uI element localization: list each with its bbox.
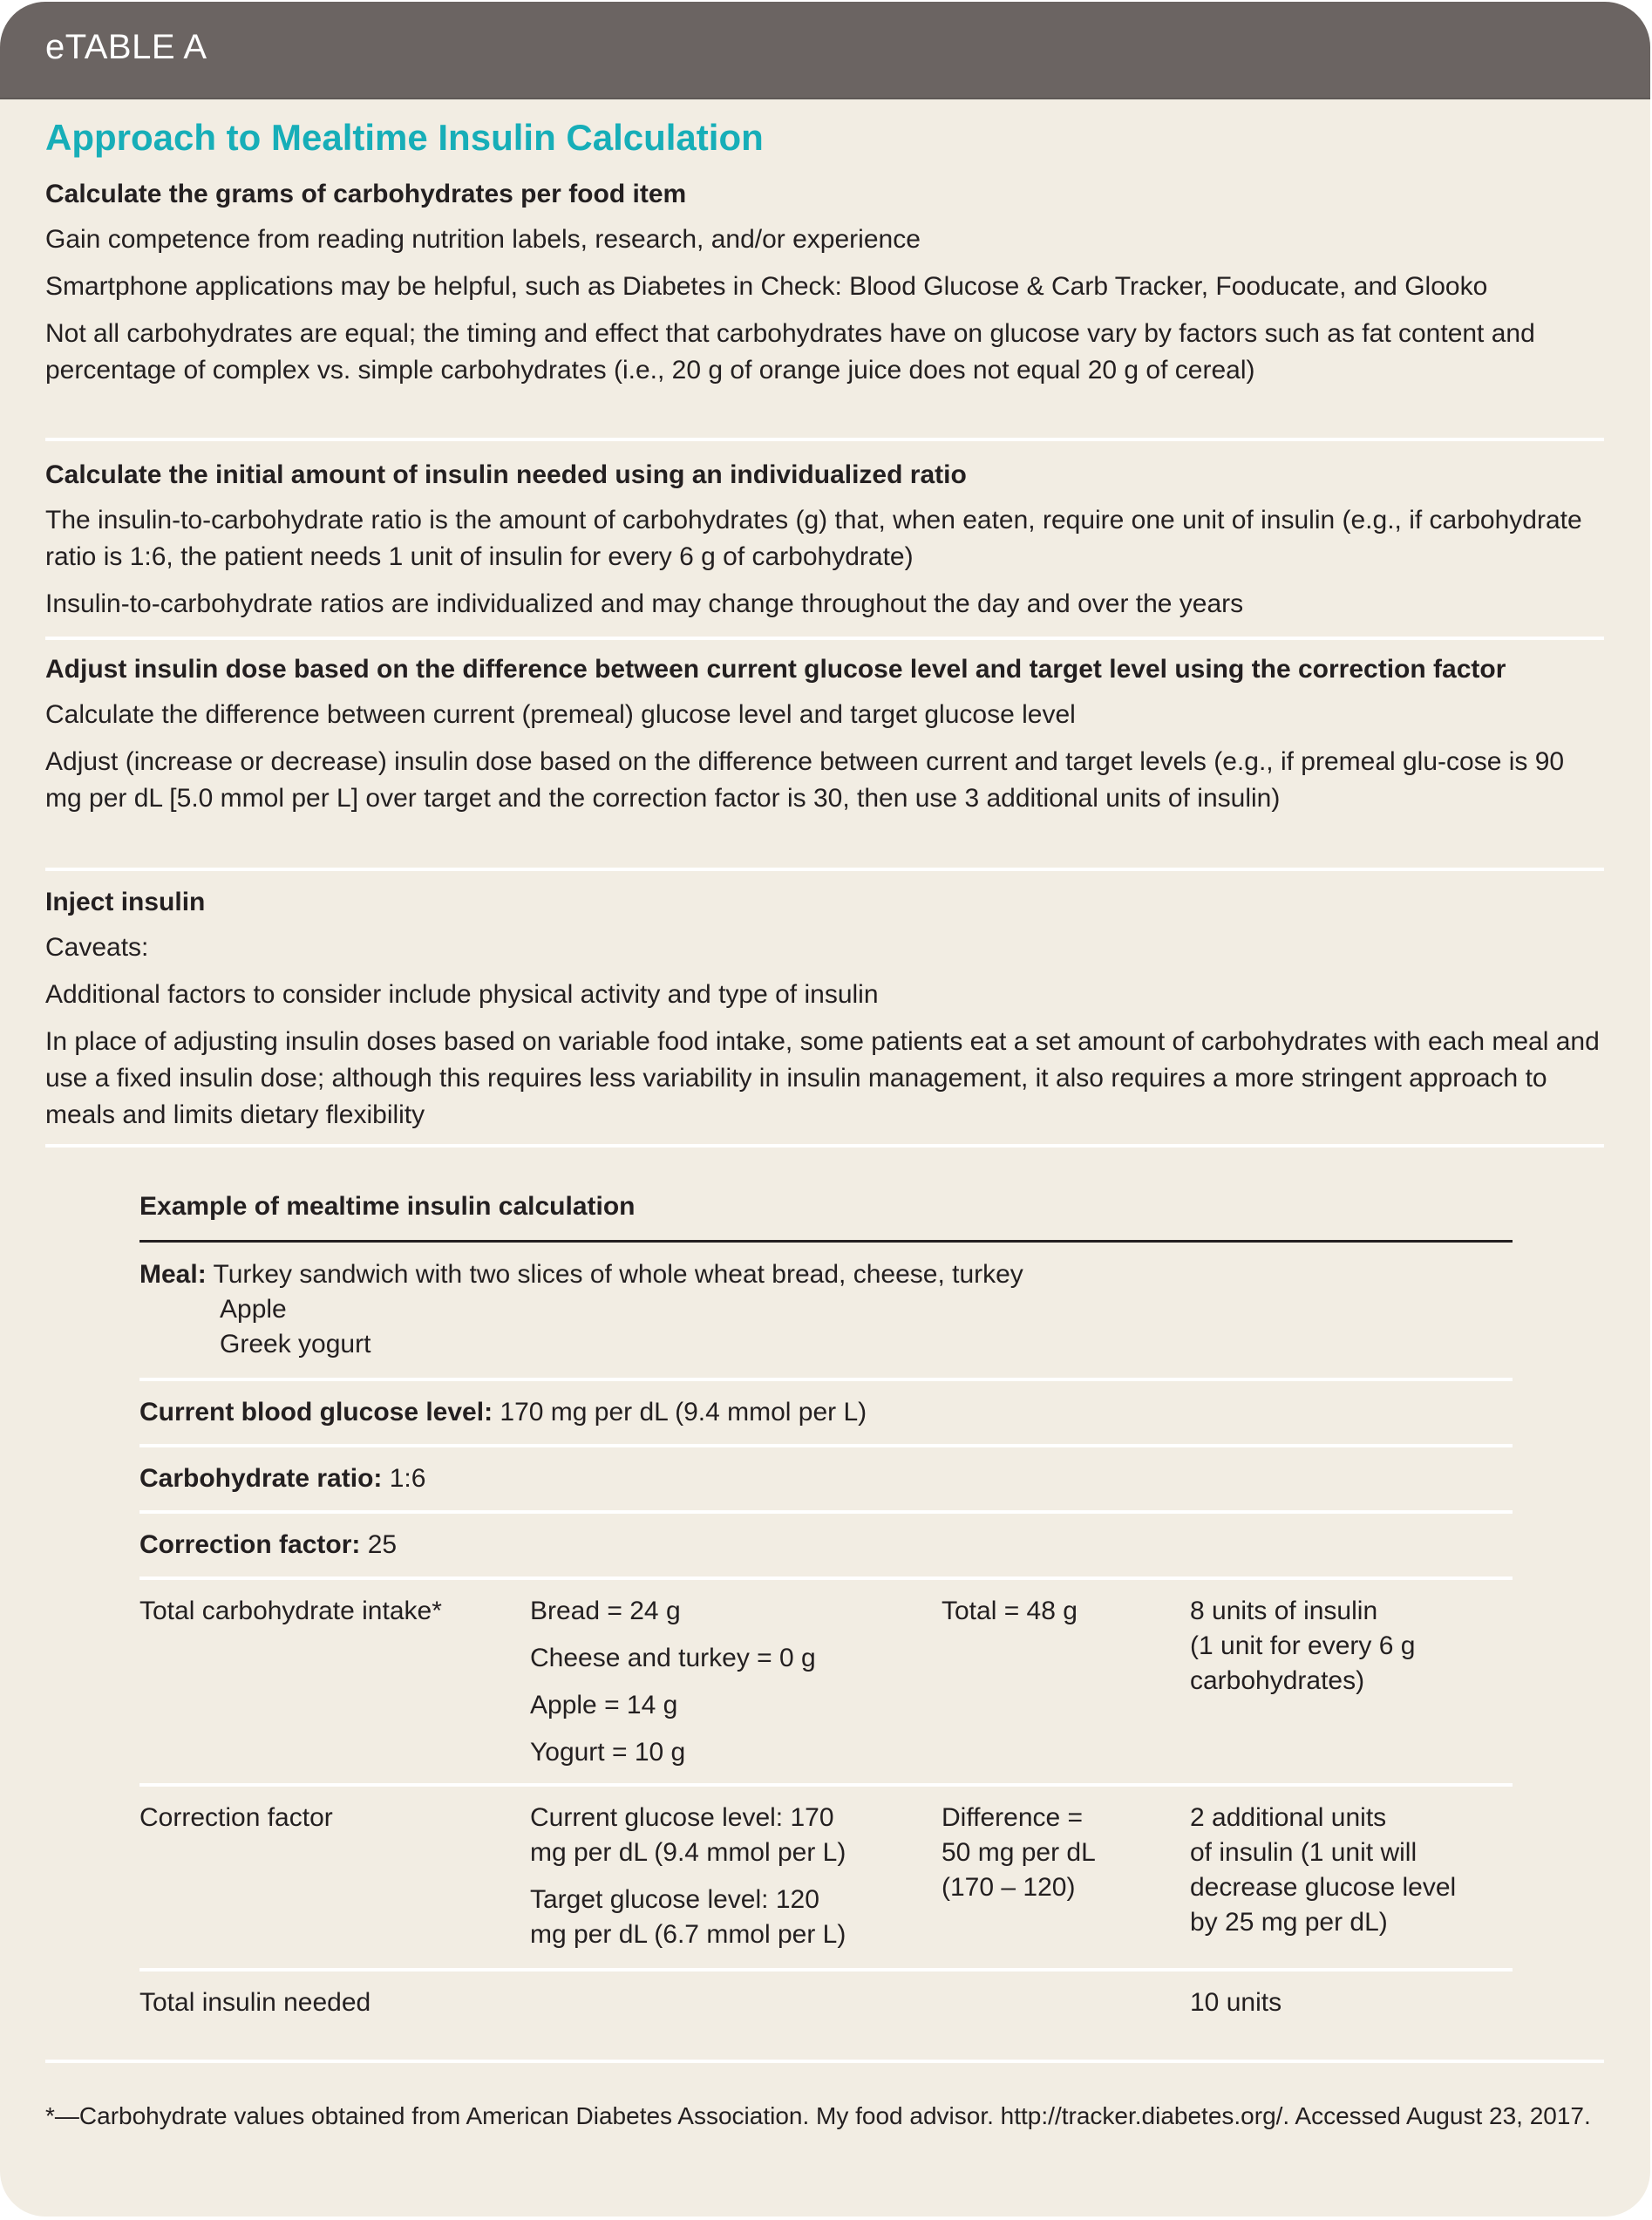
section-paragraph: Gain competence from reading nutrition labels, research, and/or experience (45, 225, 921, 254)
carb-total: Total = 48 g (942, 1597, 1078, 1625)
divider (139, 1783, 1513, 1787)
divider (45, 438, 1604, 441)
divider (139, 1444, 1513, 1447)
row-label-carb-intake: Total carbohydrate intake* (139, 1597, 442, 1625)
glucose-value: 170 mg per dL (9.4 mmol per L) (500, 1398, 867, 1427)
carb-item: Yogurt = 10 g (530, 1738, 686, 1767)
divider (45, 868, 1604, 871)
row-label-total-insulin: Total insulin needed (139, 1988, 371, 2017)
correction-result: of insulin (1 unit will (1190, 1838, 1417, 1867)
divider (139, 1510, 1513, 1514)
section-adjust-dose (45, 651, 1604, 827)
section-paragraph: Insulin-to-carbohydrate ratios are individualized and may change throughout the day and over the years (45, 589, 1244, 618)
section-paragraph: Adjust (increase or decrease) insulin dose based on the difference between current and target levels (e.g., if premeal glu-cose is 90 mg per dL [5.0 mmol per L] over target and the correction factor is 30, then use 3 additional units of insulin) (45, 747, 1565, 813)
section-paragraph: In place of adjusting insulin doses based on variable food intake, some patients eat a set amount of carbohydrates with each meal and use a fixed insulin dose; although this requires less variability in insulin management, it also requires a more stringent approach to meals and limits dietary flexibility (45, 1027, 1600, 1129)
correction-result: by 25 mg per dL) (1190, 1908, 1388, 1937)
footnote: *—Carbohydrate values obtained from American Diabetes Association. My food advisor. http://tracker.diabetes.org/. Accessed August 23, 2017. (45, 2102, 1591, 2129)
table-label: eTABLE A (45, 28, 207, 66)
correction-item: Current glucose level: 170 (530, 1803, 834, 1832)
section-heading: Adjust insulin dose based on the difference between current glucose level and target level using the correction factor (45, 655, 1506, 684)
correction-label: Correction factor: (139, 1530, 361, 1559)
carb-result: carbohydrates) (1190, 1666, 1365, 1695)
difference-text: Difference = (942, 1803, 1084, 1832)
carb-item: Apple = 14 g (530, 1691, 678, 1719)
table-header-bar (0, 2, 1650, 99)
section-paragraph: Additional factors to consider include physical activity and type of insulin (45, 980, 879, 1009)
section-paragraph: Caveats: (45, 933, 149, 962)
correction-item: mg per dL (6.7 mmol per L) (530, 1920, 846, 1949)
meal-item: Greek yogurt (220, 1330, 371, 1359)
correction-result: decrease glucose level (1190, 1873, 1457, 1902)
row-label-correction: Correction factor (139, 1803, 333, 1832)
meal-item: Apple (220, 1295, 287, 1324)
divider (45, 1144, 1604, 1147)
etable-card (0, 2, 1650, 2217)
correction-item: mg per dL (9.4 mmol per L) (530, 1838, 846, 1867)
section-heading: Inject insulin (45, 888, 206, 916)
meal-row (139, 1257, 1023, 1292)
section-calculate-carbs (45, 176, 1604, 399)
page-title: Approach to Mealtime Insulin Calculation (45, 117, 764, 158)
divider (45, 637, 1604, 640)
carb-result: 8 units of insulin (1190, 1597, 1378, 1625)
section-inject-insulin (45, 884, 1604, 1144)
section-initial-insulin (45, 457, 1604, 633)
carb-item: Bread = 24 g (530, 1597, 681, 1625)
correction-row (139, 1528, 397, 1563)
correction-result: 2 additional units (1190, 1803, 1387, 1832)
section-paragraph: Not all carbohydrates are equal; the timing and effect that carbohydrates have on glucose vary by factors such as fat content and percentage of complex vs. simple carbohydrates (i.e., 20 g of orange juice does not equal 20 g of cereal) (45, 319, 1535, 385)
section-paragraph: Calculate the difference between current (premeal) glucose level and target glucose level (45, 700, 1076, 729)
carb-item: Cheese and turkey = 0 g (530, 1644, 816, 1672)
carb-result: (1 unit for every 6 g (1190, 1631, 1416, 1660)
example-heading: Example of mealtime insulin calculation (139, 1192, 636, 1221)
correction-value: 25 (367, 1530, 398, 1559)
divider (139, 1968, 1513, 1971)
section-heading: Calculate the initial amount of insulin needed using an individualized ratio (45, 460, 967, 489)
meal-item: Turkey sandwich with two slices of whole wheat bread, cheese, turkey (213, 1260, 1023, 1289)
ratio-value: 1:6 (389, 1464, 426, 1493)
meal-label: Meal: (139, 1260, 207, 1289)
divider (139, 1378, 1513, 1381)
total-insulin-value: 10 units (1190, 1988, 1282, 2017)
example-header-rule (139, 1240, 1513, 1243)
ratio-row (139, 1461, 425, 1496)
glucose-row (139, 1395, 867, 1430)
difference-text: (170 – 120) (942, 1873, 1076, 1902)
section-paragraph: Smartphone applications may be helpful, such as Diabetes in Check: Blood Glucose & Carb Tracker, Fooducate, and Glooko (45, 272, 1488, 301)
divider (139, 1576, 1513, 1580)
divider (45, 2060, 1604, 2063)
correction-item: Target glucose level: 120 (530, 1885, 819, 1914)
ratio-label: Carbohydrate ratio: (139, 1464, 383, 1493)
glucose-label: Current blood glucose level: (139, 1398, 493, 1427)
difference-text: 50 mg per dL (942, 1838, 1096, 1867)
section-heading: Calculate the grams of carbohydrates per food item (45, 180, 687, 208)
section-paragraph: The insulin-to-carbohydrate ratio is the amount of carbohydrates (g) that, when eaten, require one unit of insulin (e.g., if carbohydrate ratio is 1:6, the patient needs 1 unit of insulin for every 6 g of carbohydrate) (45, 506, 1582, 571)
